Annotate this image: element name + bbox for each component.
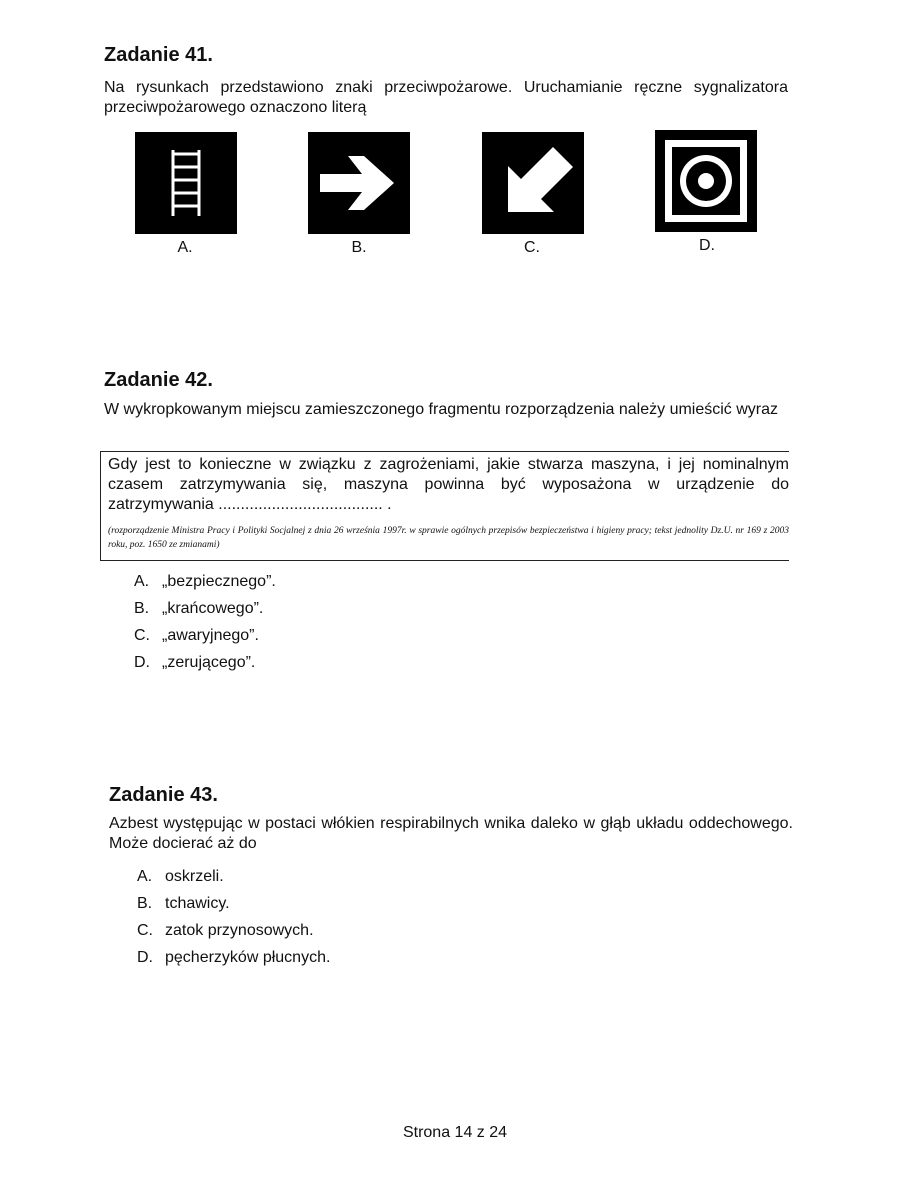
option-letter: C.	[134, 627, 150, 644]
option-text: „zerującego”.	[162, 654, 256, 671]
option-text: „krańcowego”.	[162, 600, 264, 617]
task-42-heading: Zadanie 42.	[104, 369, 213, 391]
option-letter: D.	[137, 949, 153, 966]
task-42-text: W wykropkowanym miejscu zamieszczonego fragmentu rozporządzenia należy umieścić wyraz	[104, 401, 779, 418]
task-42-option-d	[134, 654, 255, 672]
option-letter: B.	[134, 600, 150, 617]
task-43-option-c	[137, 922, 314, 940]
option-text: tchawicy.	[165, 895, 230, 912]
task-43-option-b	[137, 895, 230, 913]
task-42-option-a	[134, 573, 276, 591]
task-42-option-c	[134, 627, 259, 645]
regulation-quote: Gdy jest to konieczne w związku z zagrożeniami, jakie stwarza maszyna, i jej nominalnym czasem zatrzymywania się, maszyna powinna być wyposażona w urządzenie do zatrzymywania ..................................... .	[108, 456, 789, 513]
task-43-option-a	[137, 868, 224, 886]
sign-label-a: A.	[177, 239, 193, 256]
regulation-source: (rozporządzenie Ministra Pracy i Polityki Socjalnej z dnia 26 września 1997r. w sprawie ogólnych przepisów bezpieczeństwa i higieny pracy; tekst jednolity Dz.U. nr 169 z 2003 roku, poz. 1650 ze zmianami)	[108, 526, 789, 550]
arrow-down-left-icon	[482, 132, 584, 234]
sign-label-b: B.	[351, 239, 367, 256]
regulation-quote-box	[100, 451, 789, 561]
option-letter: C.	[137, 922, 153, 939]
ladder-icon	[135, 132, 237, 234]
page-number: Strona 14 z 24	[402, 1124, 508, 1141]
sign-label-c: C.	[524, 239, 540, 256]
arrow-right-icon	[308, 132, 410, 234]
task-43-option-d	[137, 949, 330, 967]
manual-call-point-icon	[655, 130, 757, 232]
option-letter: D.	[134, 654, 150, 671]
task-43-text: Azbest występując w postaci włókien respirabilnych wnika daleko w głąb układu oddechowego. Może docierać aż do	[109, 815, 793, 852]
task-41-heading: Zadanie 41.	[104, 44, 213, 66]
option-letter: B.	[137, 895, 153, 912]
task-42-option-b	[134, 600, 263, 618]
task-41-text: Na rysunkach przedstawiono znaki przeciwpożarowe. Uruchamianie ręczne sygnalizatora przeciwpożarowego oznaczono literą	[104, 79, 788, 116]
option-letter: A.	[137, 868, 153, 885]
option-text: pęcherzyków płucnych.	[165, 949, 331, 966]
option-text: „awaryjnego”.	[162, 627, 259, 644]
option-text: oskrzeli.	[165, 868, 224, 885]
option-text: „bezpiecznego”.	[162, 573, 276, 590]
option-letter: A.	[134, 573, 150, 590]
option-text: zatok przynosowych.	[165, 922, 314, 939]
sign-label-d: D.	[699, 237, 715, 254]
task-43-heading: Zadanie 43.	[109, 784, 218, 806]
